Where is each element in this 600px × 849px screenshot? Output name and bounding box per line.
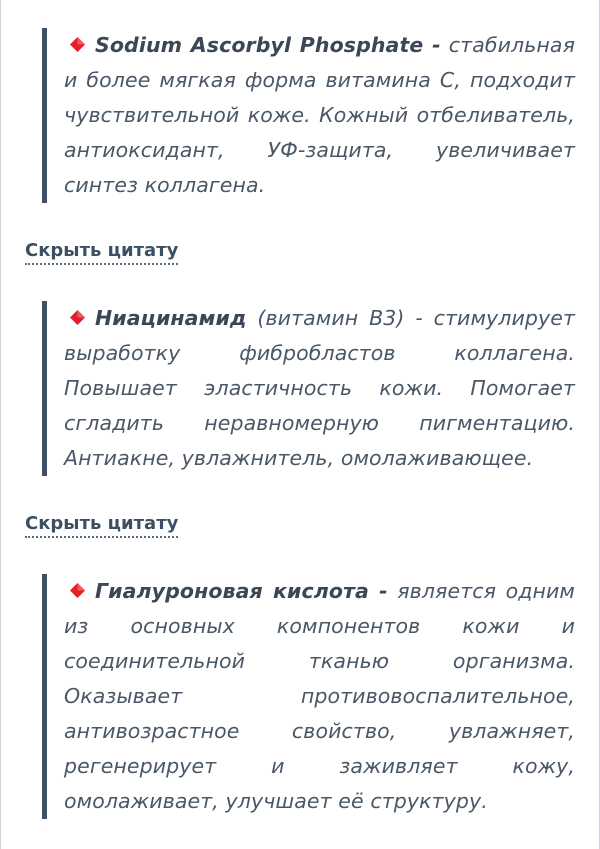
quote-block-sodium-ascorbyl-phosphate [42, 28, 577, 203]
quote-block-niacinamide [42, 301, 577, 476]
quote-title: Sodium Ascorbyl Phosphate - [95, 33, 441, 57]
quote-text: стабильная и более мягкая форма витамина С, подходит чувствительной коже. Кожный отбеливатель, антиоксидант, УФ-защита, увеличивает синтез коллагена. [64, 33, 576, 197]
quote-paragraph [64, 28, 575, 203]
hide-quote-link[interactable]: Скрыть цитату [25, 514, 178, 538]
quote-block-hyaluronic-acid [42, 574, 577, 819]
red-diamond-icon [70, 310, 85, 325]
quote-text: является одним из основных компонентов кожи и соединительной тканью организма. Оказывает противовоспалительное, антивозрастное свойство, увлажняет, регенерирует и заживляет кожу, омолаживает, улучшает её структуру. [64, 579, 576, 813]
quote-title: Гиалуроновая кислота - [95, 579, 388, 603]
quote-paragraph [64, 574, 575, 819]
post-content [25, 0, 577, 819]
red-diamond-icon [70, 583, 85, 598]
quote-title: Ниацинамид [95, 306, 247, 330]
toggle-row [25, 514, 577, 538]
toggle-row [25, 241, 577, 265]
quote-text: (витамин В3) - стимулирует выработку фибробластов коллагена. Повышает эластичность кожи. Помогает сгладить неравномерную пигментацию. Антиакне, увлажнитель, омолаживающее. [64, 306, 575, 470]
red-diamond-icon [70, 37, 85, 52]
hide-quote-link[interactable]: Скрыть цитату [25, 241, 178, 265]
frame-border-left [0, 0, 1, 849]
quote-paragraph [64, 301, 575, 476]
